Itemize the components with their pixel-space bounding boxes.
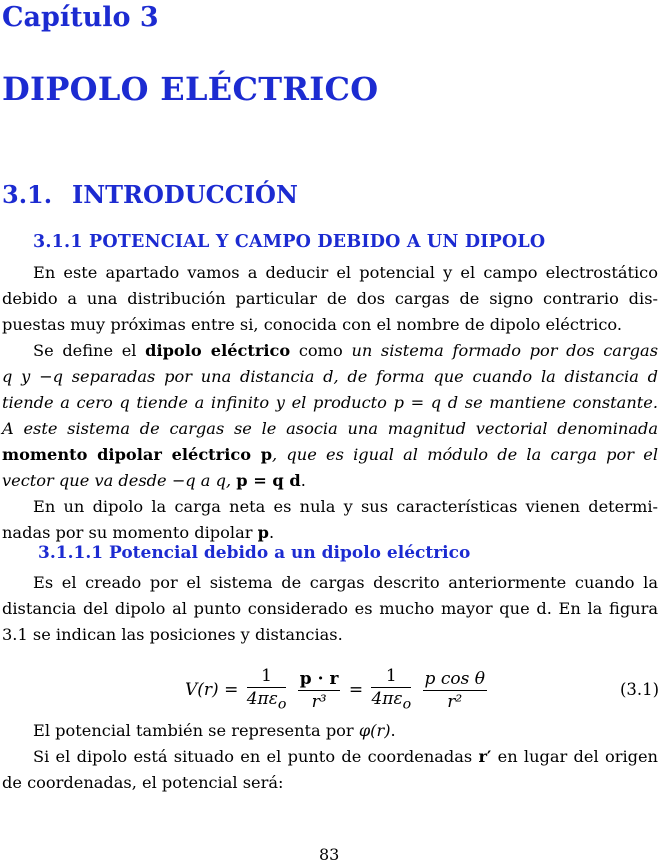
period: . (300, 471, 306, 490)
equation-lhs: V(r) = (185, 680, 239, 701)
paragraph-line: debido a una distribución particular de dos cargas de signo contrario dis- (2, 289, 658, 308)
definition-italic: un sistema formado por dos cargas (351, 341, 659, 360)
paragraph-line (2, 744, 658, 770)
equation-equals: = (348, 680, 364, 701)
fraction-numerator: p cos θ (424, 668, 485, 689)
paragraph-line: q y −q separadas por una distancia d, de forma que cuando la distancia d (2, 367, 658, 386)
paragraph-line: distancia del dipolo al punto considerado es mucho mayor que d. En la figura (2, 599, 658, 618)
paragraph-line: En un dipolo la carga neta es nula y sus características vienen determi- (33, 497, 658, 516)
fraction-constant (247, 665, 287, 715)
subsection-title: 3.1.1 POTENCIAL Y CAMPO DEBIDO A UN DIPOLO (33, 232, 546, 252)
paragraph-text: Si el dipolo está situado en el punto de coordenadas (33, 747, 473, 766)
denominator-subscript: o (277, 696, 287, 713)
fraction-denominator: r³ (311, 691, 327, 712)
paragraph-net-charge (2, 494, 658, 546)
equation-number: (3.1) (620, 680, 660, 699)
period: . (390, 721, 396, 740)
section-number: 3.1. (2, 180, 53, 209)
paragraph-text: nadas por su momento dipolar (2, 523, 253, 542)
fraction-cosine (423, 668, 487, 713)
fraction-numerator: 1 (247, 665, 287, 688)
paragraph-line (2, 338, 658, 364)
paragraph-phi (2, 718, 658, 744)
fraction-denominator: r² (447, 691, 463, 712)
equation-3-1 (185, 665, 490, 719)
fraction-denominator (371, 688, 411, 715)
paragraph-line (2, 718, 658, 744)
paragraph-text: El potencial también se representa por (33, 721, 354, 740)
definition-term: dipolo eléctrico (145, 341, 291, 360)
dipole-moment-description: , que es igual al módulo de la carga por el (272, 445, 658, 464)
paragraph-line: En este apartado vamos a deducir el potencial y el campo electrostático (33, 263, 658, 282)
paragraph-definition (2, 338, 658, 494)
chapter-label: Capítulo 3 (2, 2, 159, 33)
paragraph-line: de coordenadas, el potencial será: (2, 773, 284, 792)
paragraph-line: tiende a cero q tiende a infinito y el producto p = q d se mantiene constante. (2, 393, 658, 412)
chapter-title: DIPOLO ELÉCTRICO (2, 70, 379, 108)
fraction-dot-product (298, 668, 341, 713)
section-heading (2, 180, 298, 209)
paragraph-line: puestas muy próximas entre si, conocida con el nombre de dipolo eléctrico. (2, 315, 623, 334)
paragraph-intro (2, 260, 658, 338)
paragraph-text: en lugar del origen (497, 747, 658, 766)
denominator-text: 4πε (246, 689, 278, 709)
section-title: INTRODUCCIÓN (72, 180, 298, 209)
denominator-subscript: o (402, 696, 412, 713)
denominator-text: 4πε (371, 689, 403, 709)
dipole-symbol: p (257, 523, 269, 542)
definition-after-term: como (298, 341, 343, 360)
paragraph-line (2, 442, 658, 468)
vector-description: vector que va desde −q a q, (2, 471, 232, 490)
paragraph-potential (2, 570, 658, 648)
dipole-formula: p = q d (236, 471, 301, 490)
paragraph-displaced-dipole (2, 744, 658, 796)
period: . (268, 523, 275, 542)
phi-symbol: φ(r) (358, 721, 391, 740)
definition-intro: Se define el (33, 341, 137, 360)
page-number: 83 (319, 845, 340, 864)
fraction-numerator: 1 (371, 665, 411, 688)
fraction-constant-2 (371, 665, 411, 715)
fraction-denominator (247, 688, 287, 715)
paragraph-line: A este sistema de cargas se le asocia una magnitud vectorial denominada (2, 419, 658, 438)
subsubsection-title: 3.1.1.1 Potencial debido a un dipolo eléctrico (38, 543, 471, 563)
paragraph-line: Es el creado por el sistema de cargas descrito anteriormente cuando la (33, 573, 658, 592)
paragraph-line: 3.1 se indican las posiciones y distancias. (2, 625, 343, 644)
paragraph-line (2, 468, 658, 494)
dipole-moment-term: momento dipolar eléctrico p (2, 445, 273, 464)
fraction-numerator: p · r (299, 668, 339, 689)
position-vector: r′ (478, 747, 492, 766)
